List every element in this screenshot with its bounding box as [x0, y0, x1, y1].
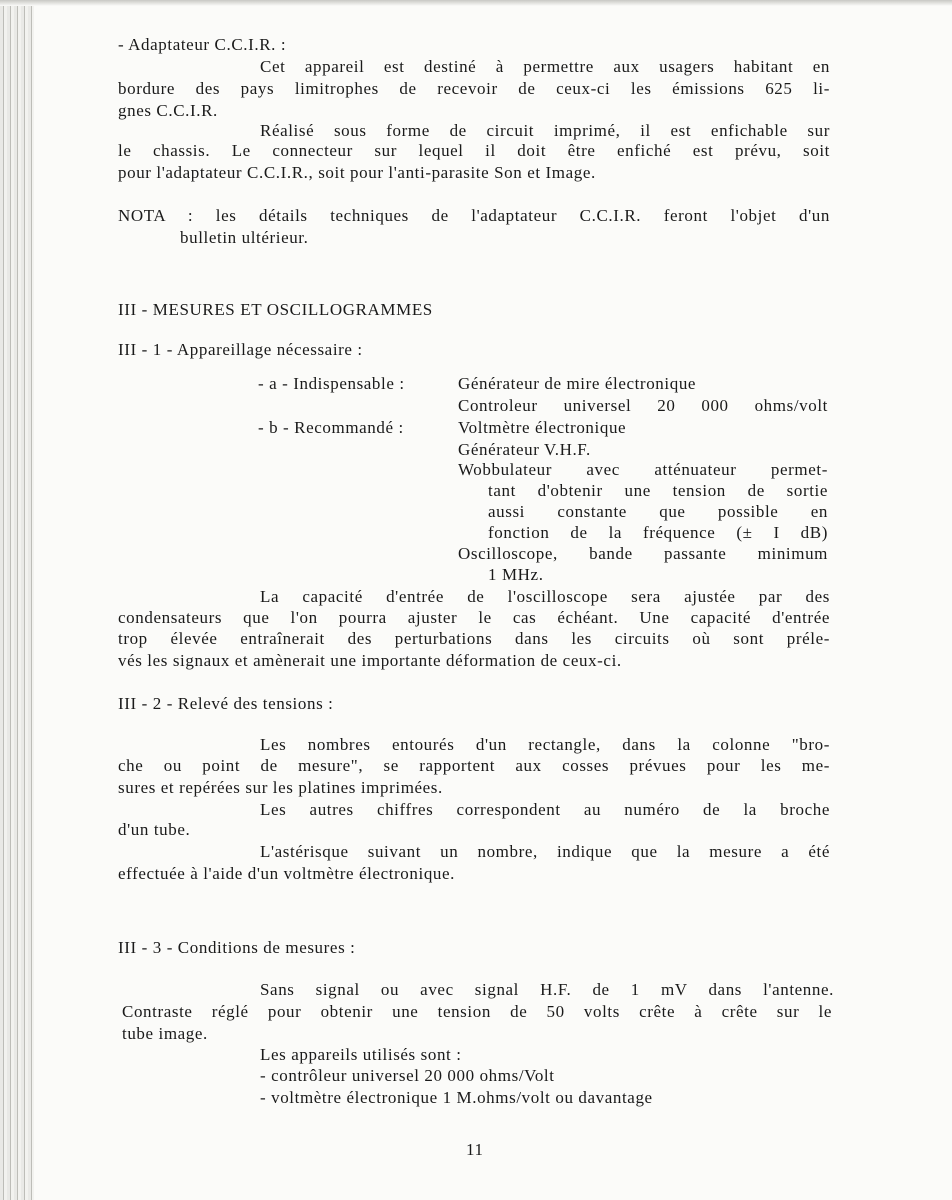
text-line: sures et repérées sur les platines imprimées.	[118, 778, 443, 797]
nota-line: bulletin ultérieur.	[180, 228, 309, 247]
page-number: 11	[466, 1140, 484, 1159]
text-line: che ou point de mesure", se rapportent aux cosses prévues pour les me-	[118, 756, 830, 775]
text-line: le chassis. Le connecteur sur lequel il doit être enfiché est prévu, soit	[118, 141, 830, 160]
section-title: III - MESURES ET OSCILLOGRAMMES	[118, 300, 433, 319]
text-line: trop élevée entraînerait des perturbations dans les circuits où sont préle-	[118, 629, 830, 648]
text-line: condensateurs que l'on pourra ajuster le cas échéant. Une capacité d'entrée	[118, 608, 830, 627]
page-top-edge	[0, 0, 952, 6]
text-line: d'un tube.	[118, 820, 191, 839]
text-line: tube image.	[122, 1024, 208, 1043]
text-line: gnes C.C.I.R.	[118, 101, 218, 120]
text-line: Sans signal ou avec signal H.F. de 1 mV dans l'antenne.	[260, 980, 834, 999]
text-line: Réalisé sous forme de circuit imprimé, il est enfichable sur	[260, 121, 830, 140]
nota-line: NOTA : les détails techniques de l'adaptateur C.C.I.R. feront l'objet d'un	[118, 206, 830, 225]
text-line: bordure des pays limitrophes de recevoir de ceux-ci les émissions 625 li-	[118, 79, 830, 98]
text-line: Les appareils utilisés sont :	[260, 1045, 462, 1064]
equipment-item: 1 MHz.	[488, 565, 544, 584]
subsection-title: III - 3 - Conditions de mesures :	[118, 938, 356, 957]
equipment-item: Générateur V.H.F.	[458, 440, 591, 459]
equipment-item: tant d'obtenir une tension de sortie	[488, 481, 828, 500]
text-line: pour l'adaptateur C.C.I.R., soit pour l'anti-parasite Son et Image.	[118, 163, 596, 182]
equipment-item: Controleur universel 20 000 ohms/volt	[458, 396, 828, 415]
text-line: Contraste réglé pour obtenir une tension de 50 volts crête à crête sur le	[122, 1002, 832, 1021]
heading-adaptateur: - Adaptateur C.C.I.R. :	[118, 35, 287, 54]
equipment-item: Voltmètre électronique	[458, 418, 627, 437]
label-indispensable: - a - Indispensable :	[258, 374, 405, 393]
text-line: Les autres chiffres correspondent au numéro de la broche	[260, 800, 830, 819]
text-line: effectuée à l'aide d'un voltmètre électronique.	[118, 864, 456, 883]
subsection-title: III - 1 - Appareillage nécessaire :	[118, 340, 363, 359]
text-line: La capacité d'entrée de l'oscilloscope sera ajustée par des	[260, 587, 830, 606]
equipment-item: aussi constante que possible en	[488, 502, 828, 521]
subsection-title: III - 2 - Relevé des tensions :	[118, 694, 334, 713]
text-line: L'astérisque suivant un nombre, indique que la mesure a été	[260, 842, 830, 861]
equipment-item: Oscilloscope, bande passante minimum	[458, 544, 828, 563]
equipment-item: Wobbulateur avec atténuateur permet-	[458, 460, 828, 479]
text-line: - voltmètre électronique 1 M.ohms/volt ou davantage	[260, 1088, 653, 1107]
text-line: - contrôleur universel 20 000 ohms/Volt	[260, 1066, 555, 1085]
text-line: vés les signaux et amènerait une importante déformation de ceux-ci.	[118, 651, 622, 670]
equipment-item: fonction de la fréquence (± I dB)	[488, 523, 828, 542]
page-binding-edge	[0, 0, 34, 1200]
text-line: Cet appareil est destiné à permettre aux usagers habitant en	[260, 57, 830, 76]
label-recommande: - b - Recommandé :	[258, 418, 404, 437]
equipment-item: Générateur de mire électronique	[458, 374, 697, 393]
text-line: Les nombres entourés d'un rectangle, dans la colonne "bro-	[260, 735, 830, 754]
